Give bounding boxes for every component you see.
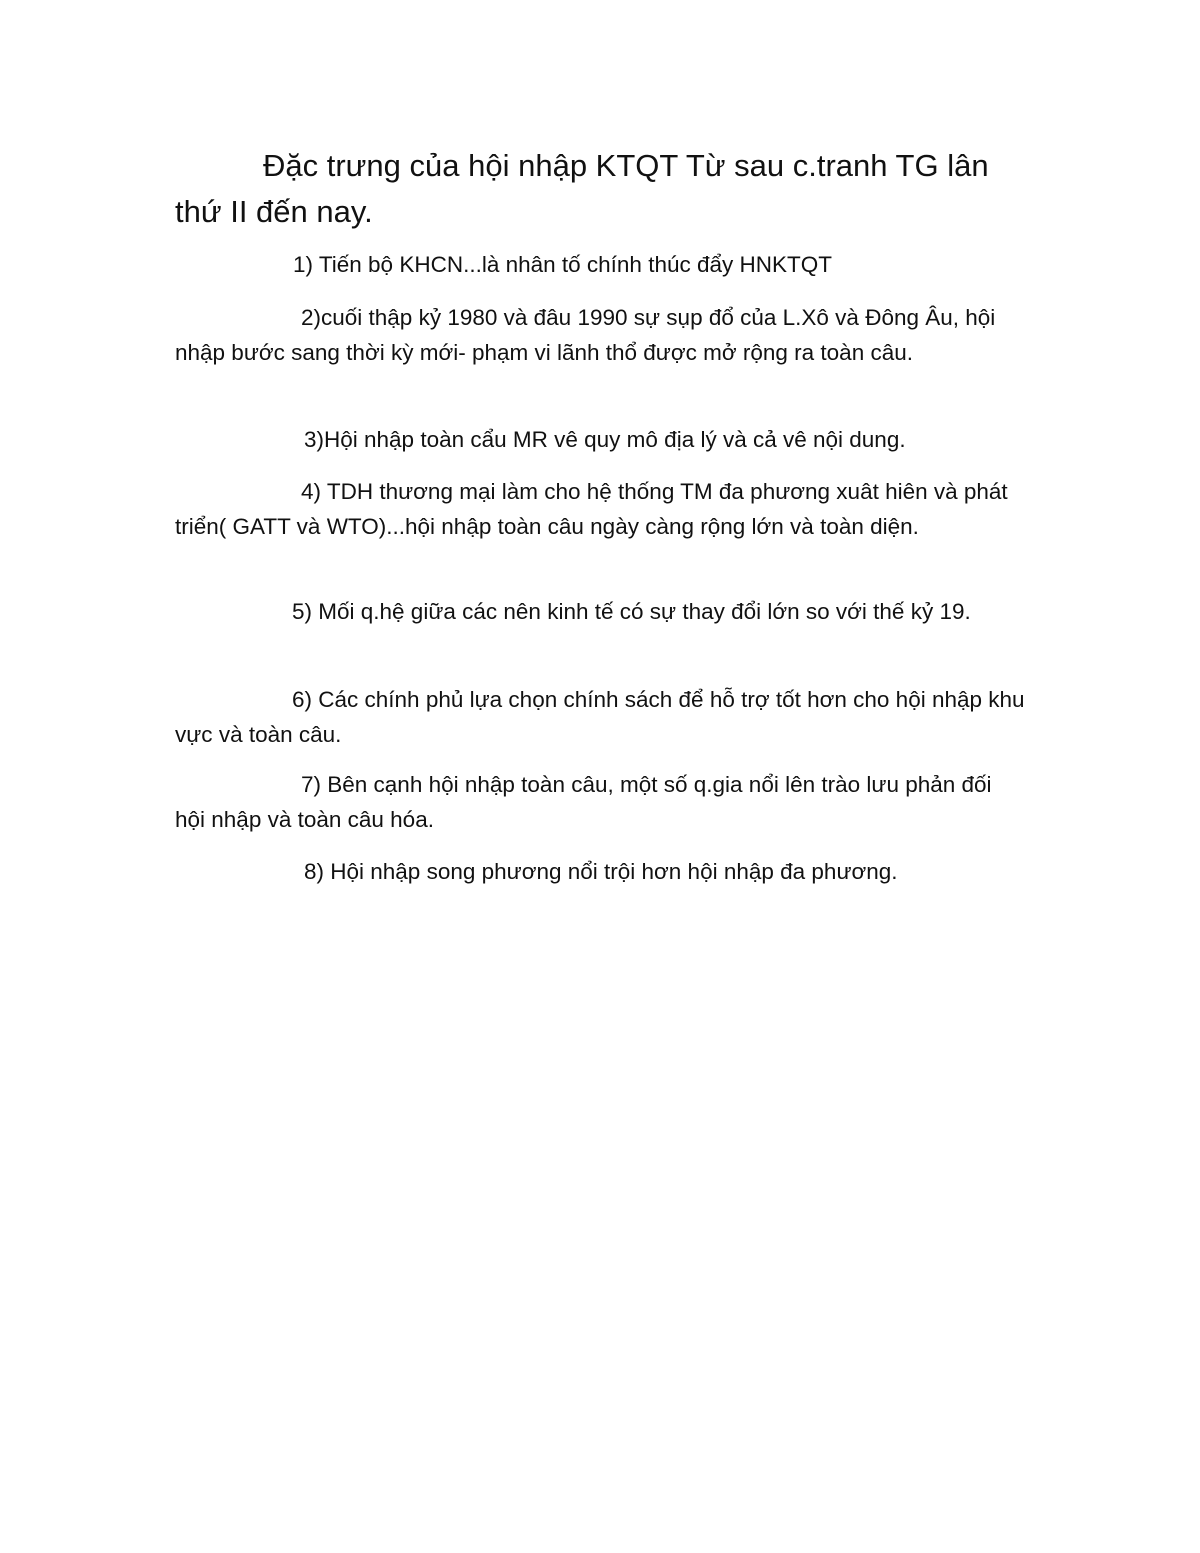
paragraph-8: 8) Hội nhập song phương nổi trội hơn hội nhập đa phương. [304,859,898,884]
paragraph-2: 2)cuối thập kỷ 1980 và đâu 1990 sự sụp đổ của L.Xô và Đông Âu, hội nhập bước sang thời kỳ mới- phạm vi lãnh thổ được mở rộng ra toàn câu. [175,305,996,365]
document-title: Đặc trưng của hội nhập KTQT Từ sau c.tranh TG lân thứ II đến nay. [175,148,989,229]
paragraph-5: 5) Mối q.hệ giữa các nên kinh tế có sự thay đổi lớn so với thế kỷ 19. [292,599,971,624]
paragraph-6: 6) Các chính phủ lựa chọn chính sách để hỗ trợ tốt hơn cho hội nhập khu vực và toàn câu. [175,687,1025,747]
paragraph-3: 3)Hội nhập toàn cẩu MR vê quy mô địa lý và cả vê nội dung. [304,427,906,452]
paragraph-7: 7) Bên cạnh hội nhập toàn câu, một số q.gia nổi lên trào lưu phản đối hội nhập và toàn câu hóa. [175,772,992,832]
paragraph-4: 4) TDH thương mại làm cho hệ thống TM đa phương xuât hiên và phát triển( GATT và WTO)...hội nhập toàn câu ngày càng rộng lớn và toàn diện. [175,479,1008,539]
paragraph-1: 1) Tiến bộ KHCN...là nhân tố chính thúc đẩy HNKTQT [293,252,833,277]
